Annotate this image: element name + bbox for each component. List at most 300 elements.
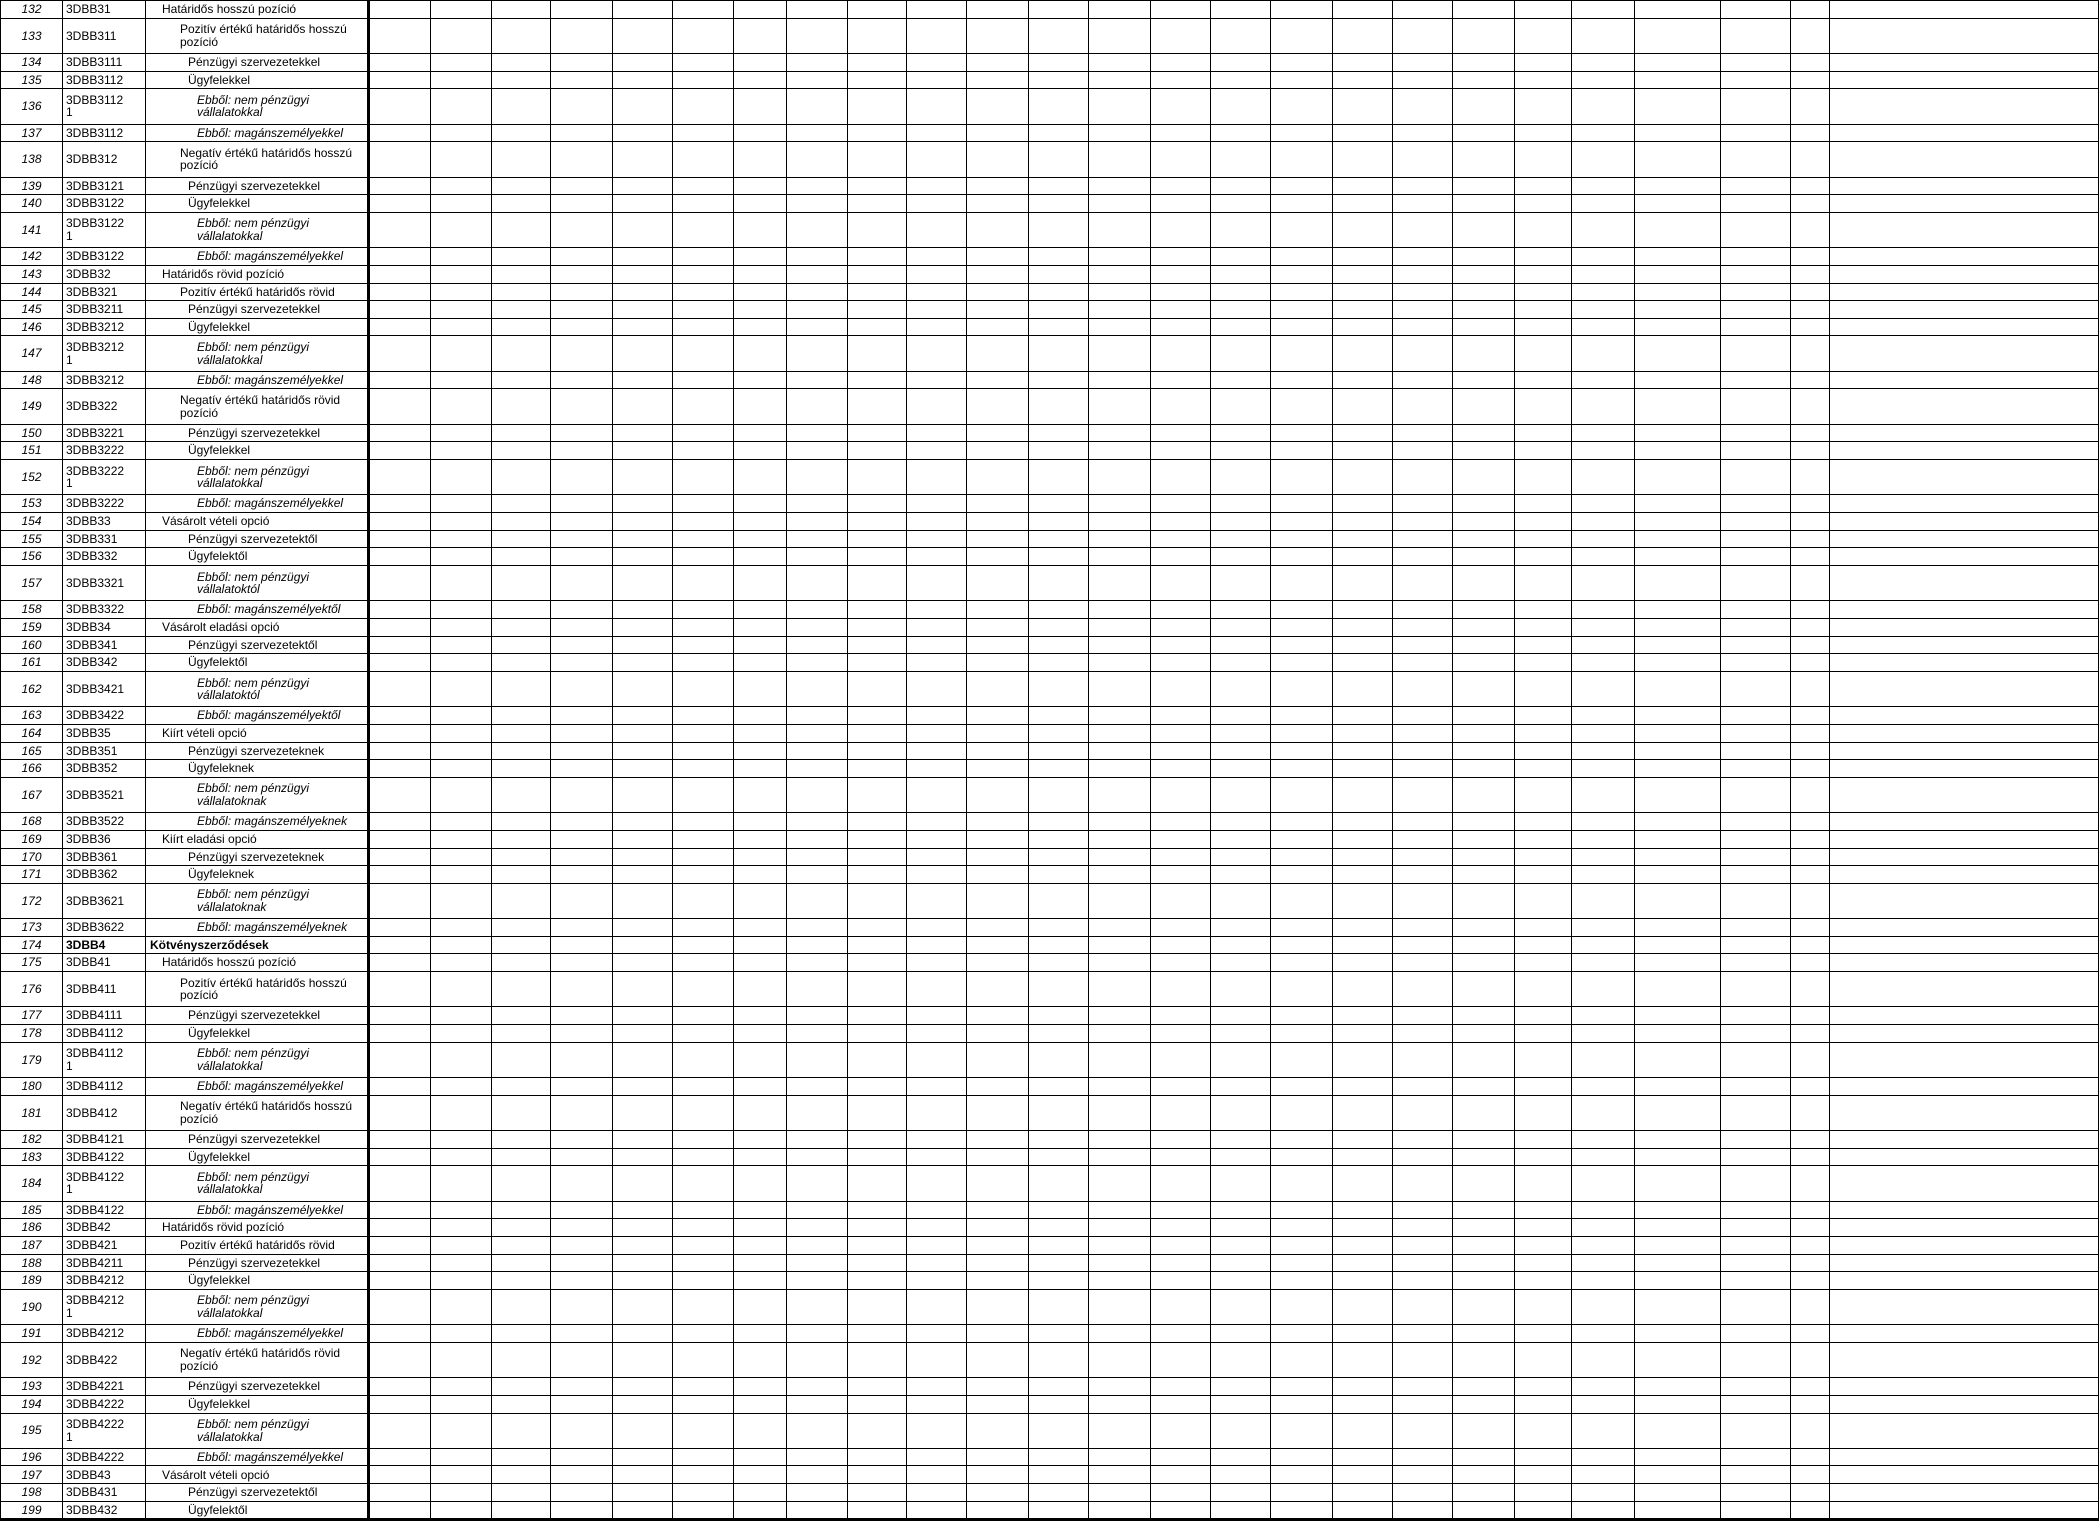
value-cell[interactable] (1453, 671, 1515, 706)
value-cell[interactable] (613, 777, 673, 812)
value-cell[interactable] (1635, 1007, 1721, 1025)
value-cell[interactable] (1211, 318, 1271, 336)
value-cell[interactable] (1029, 1378, 1089, 1396)
value-cell[interactable] (1029, 742, 1089, 760)
value-cell[interactable] (431, 1042, 492, 1077)
value-cell[interactable] (1393, 548, 1453, 566)
value-cell[interactable] (1721, 89, 1791, 124)
value-cell[interactable] (431, 1236, 492, 1254)
value-cell[interactable] (1635, 1342, 1721, 1377)
value-cell[interactable] (492, 495, 551, 513)
value-cell[interactable] (787, 954, 848, 972)
value-cell[interactable] (1211, 1201, 1271, 1219)
value-cell[interactable] (1791, 742, 1830, 760)
value-cell[interactable] (1271, 89, 1333, 124)
value-cell[interactable] (613, 248, 673, 266)
value-cell[interactable] (1089, 336, 1151, 371)
value-cell[interactable] (1515, 1236, 1572, 1254)
value-cell[interactable] (848, 248, 907, 266)
value-cell[interactable] (1515, 742, 1572, 760)
value-cell[interactable] (1791, 618, 1830, 636)
value-cell[interactable] (1333, 389, 1393, 424)
value-cell[interactable] (734, 71, 787, 89)
value-cell[interactable] (1333, 1466, 1393, 1484)
value-cell[interactable] (787, 513, 848, 531)
value-cell[interactable] (1791, 830, 1830, 848)
value-cell[interactable] (1029, 1042, 1089, 1077)
value-cell[interactable] (369, 636, 431, 654)
value-cell[interactable] (787, 1, 848, 19)
value-cell[interactable] (1515, 89, 1572, 124)
value-cell[interactable] (369, 336, 431, 371)
value-cell[interactable] (967, 424, 1029, 442)
value-cell[interactable] (1029, 1484, 1089, 1502)
value-cell[interactable] (1515, 265, 1572, 283)
value-cell[interactable] (551, 724, 613, 742)
value-cell[interactable] (967, 883, 1029, 918)
value-cell[interactable] (967, 760, 1029, 778)
value-cell[interactable] (967, 742, 1029, 760)
value-cell[interactable] (1515, 1289, 1572, 1324)
value-cell[interactable] (1029, 124, 1089, 142)
value-cell[interactable] (1333, 1095, 1393, 1130)
value-cell[interactable] (1453, 53, 1515, 71)
value-cell[interactable] (1211, 1131, 1271, 1149)
value-cell[interactable] (967, 1413, 1029, 1448)
value-cell[interactable] (1393, 177, 1453, 195)
value-cell[interactable] (1572, 760, 1635, 778)
value-cell[interactable] (1791, 1254, 1830, 1272)
value-cell[interactable] (1029, 954, 1089, 972)
value-cell[interactable] (734, 1448, 787, 1466)
value-cell[interactable] (967, 1466, 1029, 1484)
value-cell[interactable] (1572, 1201, 1635, 1219)
value-cell[interactable] (369, 883, 431, 918)
value-cell[interactable] (1572, 848, 1635, 866)
value-cell[interactable] (1211, 636, 1271, 654)
value-cell[interactable] (1635, 1254, 1721, 1272)
value-cell[interactable] (551, 177, 613, 195)
value-cell[interactable] (907, 671, 967, 706)
value-cell[interactable] (1211, 972, 1271, 1007)
value-cell[interactable] (1572, 866, 1635, 884)
value-cell[interactable] (734, 566, 787, 601)
value-cell[interactable] (734, 124, 787, 142)
value-cell[interactable] (734, 336, 787, 371)
value-cell[interactable] (1089, 1236, 1151, 1254)
value-cell[interactable] (431, 389, 492, 424)
value-cell[interactable] (1029, 336, 1089, 371)
value-cell[interactable] (1089, 830, 1151, 848)
value-cell[interactable] (673, 1395, 734, 1413)
value-cell[interactable] (734, 777, 787, 812)
value-cell[interactable] (1271, 336, 1333, 371)
value-cell[interactable] (1271, 1131, 1333, 1149)
value-cell[interactable] (1151, 671, 1211, 706)
value-cell[interactable] (431, 1219, 492, 1237)
value-cell[interactable] (907, 636, 967, 654)
value-cell[interactable] (1515, 1484, 1572, 1502)
value-cell[interactable] (734, 813, 787, 831)
value-cell[interactable] (1151, 1219, 1211, 1237)
value-cell[interactable] (1211, 1166, 1271, 1201)
value-cell[interactable] (1515, 1166, 1572, 1201)
value-cell[interactable] (431, 848, 492, 866)
value-cell[interactable] (1515, 71, 1572, 89)
value-cell[interactable] (1721, 1484, 1791, 1502)
value-cell[interactable] (1029, 671, 1089, 706)
value-cell[interactable] (673, 195, 734, 213)
value-cell[interactable] (1515, 195, 1572, 213)
value-cell[interactable] (1515, 1025, 1572, 1043)
value-cell[interactable] (492, 548, 551, 566)
value-cell[interactable] (1151, 1484, 1211, 1502)
value-cell[interactable] (613, 1219, 673, 1237)
value-cell[interactable] (369, 1342, 431, 1377)
value-cell[interactable] (431, 654, 492, 672)
value-cell[interactable] (1453, 1236, 1515, 1254)
value-cell[interactable] (431, 1289, 492, 1324)
value-cell[interactable] (1453, 936, 1515, 954)
value-cell[interactable] (1089, 1131, 1151, 1149)
value-cell[interactable] (369, 919, 431, 937)
value-cell[interactable] (492, 301, 551, 319)
value-cell[interactable] (907, 724, 967, 742)
value-cell[interactable] (787, 1095, 848, 1130)
value-cell[interactable] (734, 389, 787, 424)
value-cell[interactable] (1089, 389, 1151, 424)
value-cell[interactable] (1635, 636, 1721, 654)
value-cell[interactable] (1572, 707, 1635, 725)
value-cell[interactable] (492, 1272, 551, 1290)
value-cell[interactable] (673, 1501, 734, 1519)
value-cell[interactable] (734, 442, 787, 460)
value-cell[interactable] (1830, 460, 2099, 495)
value-cell[interactable] (673, 1254, 734, 1272)
value-cell[interactable] (1830, 1025, 2099, 1043)
value-cell[interactable] (369, 1484, 431, 1502)
value-cell[interactable] (1830, 1501, 2099, 1519)
value-cell[interactable] (1029, 495, 1089, 513)
value-cell[interactable] (551, 1466, 613, 1484)
value-cell[interactable] (492, 1166, 551, 1201)
value-cell[interactable] (848, 883, 907, 918)
value-cell[interactable] (1271, 283, 1333, 301)
value-cell[interactable] (848, 954, 907, 972)
value-cell[interactable] (1029, 707, 1089, 725)
value-cell[interactable] (1515, 972, 1572, 1007)
value-cell[interactable] (734, 1413, 787, 1448)
value-cell[interactable] (1635, 1466, 1721, 1484)
value-cell[interactable] (1089, 18, 1151, 53)
value-cell[interactable] (1151, 1413, 1211, 1448)
value-cell[interactable] (1572, 618, 1635, 636)
value-cell[interactable] (1211, 442, 1271, 460)
value-cell[interactable] (1393, 389, 1453, 424)
value-cell[interactable] (369, 671, 431, 706)
value-cell[interactable] (1791, 318, 1830, 336)
value-cell[interactable] (1151, 813, 1211, 831)
value-cell[interactable] (1333, 1219, 1393, 1237)
value-cell[interactable] (1791, 1395, 1830, 1413)
value-cell[interactable] (1721, 1378, 1791, 1396)
value-cell[interactable] (673, 1095, 734, 1130)
value-cell[interactable] (551, 972, 613, 1007)
value-cell[interactable] (613, 972, 673, 1007)
value-cell[interactable] (1721, 495, 1791, 513)
value-cell[interactable] (1211, 371, 1271, 389)
value-cell[interactable] (1791, 89, 1830, 124)
value-cell[interactable] (1515, 1007, 1572, 1025)
value-cell[interactable] (1029, 1131, 1089, 1149)
value-cell[interactable] (369, 513, 431, 531)
value-cell[interactable] (787, 1025, 848, 1043)
value-cell[interactable] (1453, 1042, 1515, 1077)
value-cell[interactable] (1453, 318, 1515, 336)
value-cell[interactable] (613, 142, 673, 177)
value-cell[interactable] (1151, 1342, 1211, 1377)
value-cell[interactable] (1211, 265, 1271, 283)
value-cell[interactable] (1271, 777, 1333, 812)
value-cell[interactable] (1029, 142, 1089, 177)
value-cell[interactable] (1393, 936, 1453, 954)
value-cell[interactable] (734, 618, 787, 636)
value-cell[interactable] (492, 1413, 551, 1448)
value-cell[interactable] (551, 830, 613, 848)
value-cell[interactable] (1393, 777, 1453, 812)
value-cell[interactable] (907, 813, 967, 831)
value-cell[interactable] (1333, 936, 1393, 954)
value-cell[interactable] (1830, 53, 2099, 71)
value-cell[interactable] (1211, 212, 1271, 247)
value-cell[interactable] (431, 936, 492, 954)
value-cell[interactable] (907, 1148, 967, 1166)
value-cell[interactable] (1151, 760, 1211, 778)
value-cell[interactable] (907, 1166, 967, 1201)
value-cell[interactable] (673, 760, 734, 778)
value-cell[interactable] (1271, 707, 1333, 725)
value-cell[interactable] (787, 1254, 848, 1272)
value-cell[interactable] (1271, 618, 1333, 636)
value-cell[interactable] (1572, 1289, 1635, 1324)
value-cell[interactable] (848, 283, 907, 301)
value-cell[interactable] (673, 1131, 734, 1149)
value-cell[interactable] (967, 336, 1029, 371)
value-cell[interactable] (1453, 460, 1515, 495)
value-cell[interactable] (492, 1254, 551, 1272)
value-cell[interactable] (734, 1501, 787, 1519)
value-cell[interactable] (967, 1025, 1029, 1043)
value-cell[interactable] (1333, 883, 1393, 918)
value-cell[interactable] (1271, 1254, 1333, 1272)
value-cell[interactable] (673, 389, 734, 424)
value-cell[interactable] (431, 318, 492, 336)
value-cell[interactable] (907, 442, 967, 460)
value-cell[interactable] (1089, 442, 1151, 460)
value-cell[interactable] (1515, 18, 1572, 53)
value-cell[interactable] (787, 830, 848, 848)
value-cell[interactable] (967, 618, 1029, 636)
value-cell[interactable] (967, 654, 1029, 672)
value-cell[interactable] (734, 1095, 787, 1130)
value-cell[interactable] (1721, 248, 1791, 266)
value-cell[interactable] (613, 919, 673, 937)
value-cell[interactable] (1635, 265, 1721, 283)
value-cell[interactable] (1830, 318, 2099, 336)
value-cell[interactable] (907, 1007, 967, 1025)
value-cell[interactable] (1333, 1378, 1393, 1396)
value-cell[interactable] (1453, 1501, 1515, 1519)
value-cell[interactable] (551, 1501, 613, 1519)
value-cell[interactable] (673, 283, 734, 301)
value-cell[interactable] (1635, 1236, 1721, 1254)
value-cell[interactable] (1089, 883, 1151, 918)
value-cell[interactable] (848, 760, 907, 778)
value-cell[interactable] (613, 265, 673, 283)
value-cell[interactable] (967, 1484, 1029, 1502)
value-cell[interactable] (1830, 777, 2099, 812)
value-cell[interactable] (1393, 318, 1453, 336)
value-cell[interactable] (907, 919, 967, 937)
value-cell[interactable] (848, 1095, 907, 1130)
value-cell[interactable] (431, 919, 492, 937)
value-cell[interactable] (848, 830, 907, 848)
value-cell[interactable] (1830, 883, 2099, 918)
value-cell[interactable] (1791, 248, 1830, 266)
value-cell[interactable] (1029, 177, 1089, 195)
value-cell[interactable] (1572, 919, 1635, 937)
value-cell[interactable] (1791, 301, 1830, 319)
value-cell[interactable] (431, 1148, 492, 1166)
value-cell[interactable] (673, 71, 734, 89)
value-cell[interactable] (787, 71, 848, 89)
value-cell[interactable] (1271, 71, 1333, 89)
value-cell[interactable] (613, 1007, 673, 1025)
value-cell[interactable] (613, 724, 673, 742)
value-cell[interactable] (1271, 1007, 1333, 1025)
value-cell[interactable] (613, 813, 673, 831)
value-cell[interactable] (1151, 530, 1211, 548)
value-cell[interactable] (1515, 954, 1572, 972)
value-cell[interactable] (1333, 371, 1393, 389)
value-cell[interactable] (1271, 724, 1333, 742)
value-cell[interactable] (1029, 724, 1089, 742)
value-cell[interactable] (1721, 18, 1791, 53)
value-cell[interactable] (673, 442, 734, 460)
value-cell[interactable] (1635, 195, 1721, 213)
value-cell[interactable] (967, 248, 1029, 266)
value-cell[interactable] (734, 460, 787, 495)
value-cell[interactable] (787, 89, 848, 124)
value-cell[interactable] (673, 265, 734, 283)
value-cell[interactable] (1572, 601, 1635, 619)
value-cell[interactable] (369, 195, 431, 213)
value-cell[interactable] (1721, 460, 1791, 495)
value-cell[interactable] (1211, 830, 1271, 848)
value-cell[interactable] (1721, 283, 1791, 301)
value-cell[interactable] (1393, 919, 1453, 937)
value-cell[interactable] (551, 389, 613, 424)
value-cell[interactable] (431, 142, 492, 177)
value-cell[interactable] (1515, 1466, 1572, 1484)
value-cell[interactable] (1151, 972, 1211, 1007)
value-cell[interactable] (1515, 53, 1572, 71)
value-cell[interactable] (1089, 848, 1151, 866)
value-cell[interactable] (1333, 248, 1393, 266)
value-cell[interactable] (369, 177, 431, 195)
value-cell[interactable] (551, 883, 613, 918)
value-cell[interactable] (1791, 1078, 1830, 1096)
value-cell[interactable] (1635, 283, 1721, 301)
value-cell[interactable] (1393, 336, 1453, 371)
value-cell[interactable] (551, 636, 613, 654)
value-cell[interactable] (431, 742, 492, 760)
value-cell[interactable] (1151, 442, 1211, 460)
value-cell[interactable] (734, 1272, 787, 1290)
value-cell[interactable] (492, 1095, 551, 1130)
value-cell[interactable] (1572, 883, 1635, 918)
value-cell[interactable] (1151, 1395, 1211, 1413)
value-cell[interactable] (613, 654, 673, 672)
value-cell[interactable] (1271, 1289, 1333, 1324)
value-cell[interactable] (369, 1131, 431, 1149)
value-cell[interactable] (907, 89, 967, 124)
value-cell[interactable] (1211, 777, 1271, 812)
value-cell[interactable] (1029, 1007, 1089, 1025)
value-cell[interactable] (613, 830, 673, 848)
value-cell[interactable] (907, 142, 967, 177)
value-cell[interactable] (1333, 495, 1393, 513)
value-cell[interactable] (1211, 460, 1271, 495)
value-cell[interactable] (1393, 1448, 1453, 1466)
value-cell[interactable] (1721, 972, 1791, 1007)
value-cell[interactable] (848, 265, 907, 283)
value-cell[interactable] (492, 318, 551, 336)
value-cell[interactable] (1791, 124, 1830, 142)
value-cell[interactable] (1029, 760, 1089, 778)
value-cell[interactable] (1572, 389, 1635, 424)
value-cell[interactable] (1211, 495, 1271, 513)
value-cell[interactable] (734, 1466, 787, 1484)
value-cell[interactable] (1211, 1025, 1271, 1043)
value-cell[interactable] (1393, 972, 1453, 1007)
value-cell[interactable] (1211, 1042, 1271, 1077)
value-cell[interactable] (848, 548, 907, 566)
value-cell[interactable] (1791, 760, 1830, 778)
value-cell[interactable] (1572, 1131, 1635, 1149)
value-cell[interactable] (673, 919, 734, 937)
value-cell[interactable] (1333, 1078, 1393, 1096)
value-cell[interactable] (1515, 1219, 1572, 1237)
value-cell[interactable] (1029, 972, 1089, 1007)
value-cell[interactable] (848, 1484, 907, 1502)
value-cell[interactable] (1333, 813, 1393, 831)
value-cell[interactable] (551, 671, 613, 706)
value-cell[interactable] (1151, 830, 1211, 848)
value-cell[interactable] (431, 1131, 492, 1149)
value-cell[interactable] (431, 1342, 492, 1377)
value-cell[interactable] (1333, 89, 1393, 124)
value-cell[interactable] (1830, 1325, 2099, 1343)
value-cell[interactable] (1572, 495, 1635, 513)
value-cell[interactable] (369, 936, 431, 954)
value-cell[interactable] (1453, 371, 1515, 389)
value-cell[interactable] (787, 777, 848, 812)
value-cell[interactable] (369, 1289, 431, 1324)
value-cell[interactable] (1791, 1148, 1830, 1166)
value-cell[interactable] (673, 460, 734, 495)
value-cell[interactable] (848, 1289, 907, 1324)
